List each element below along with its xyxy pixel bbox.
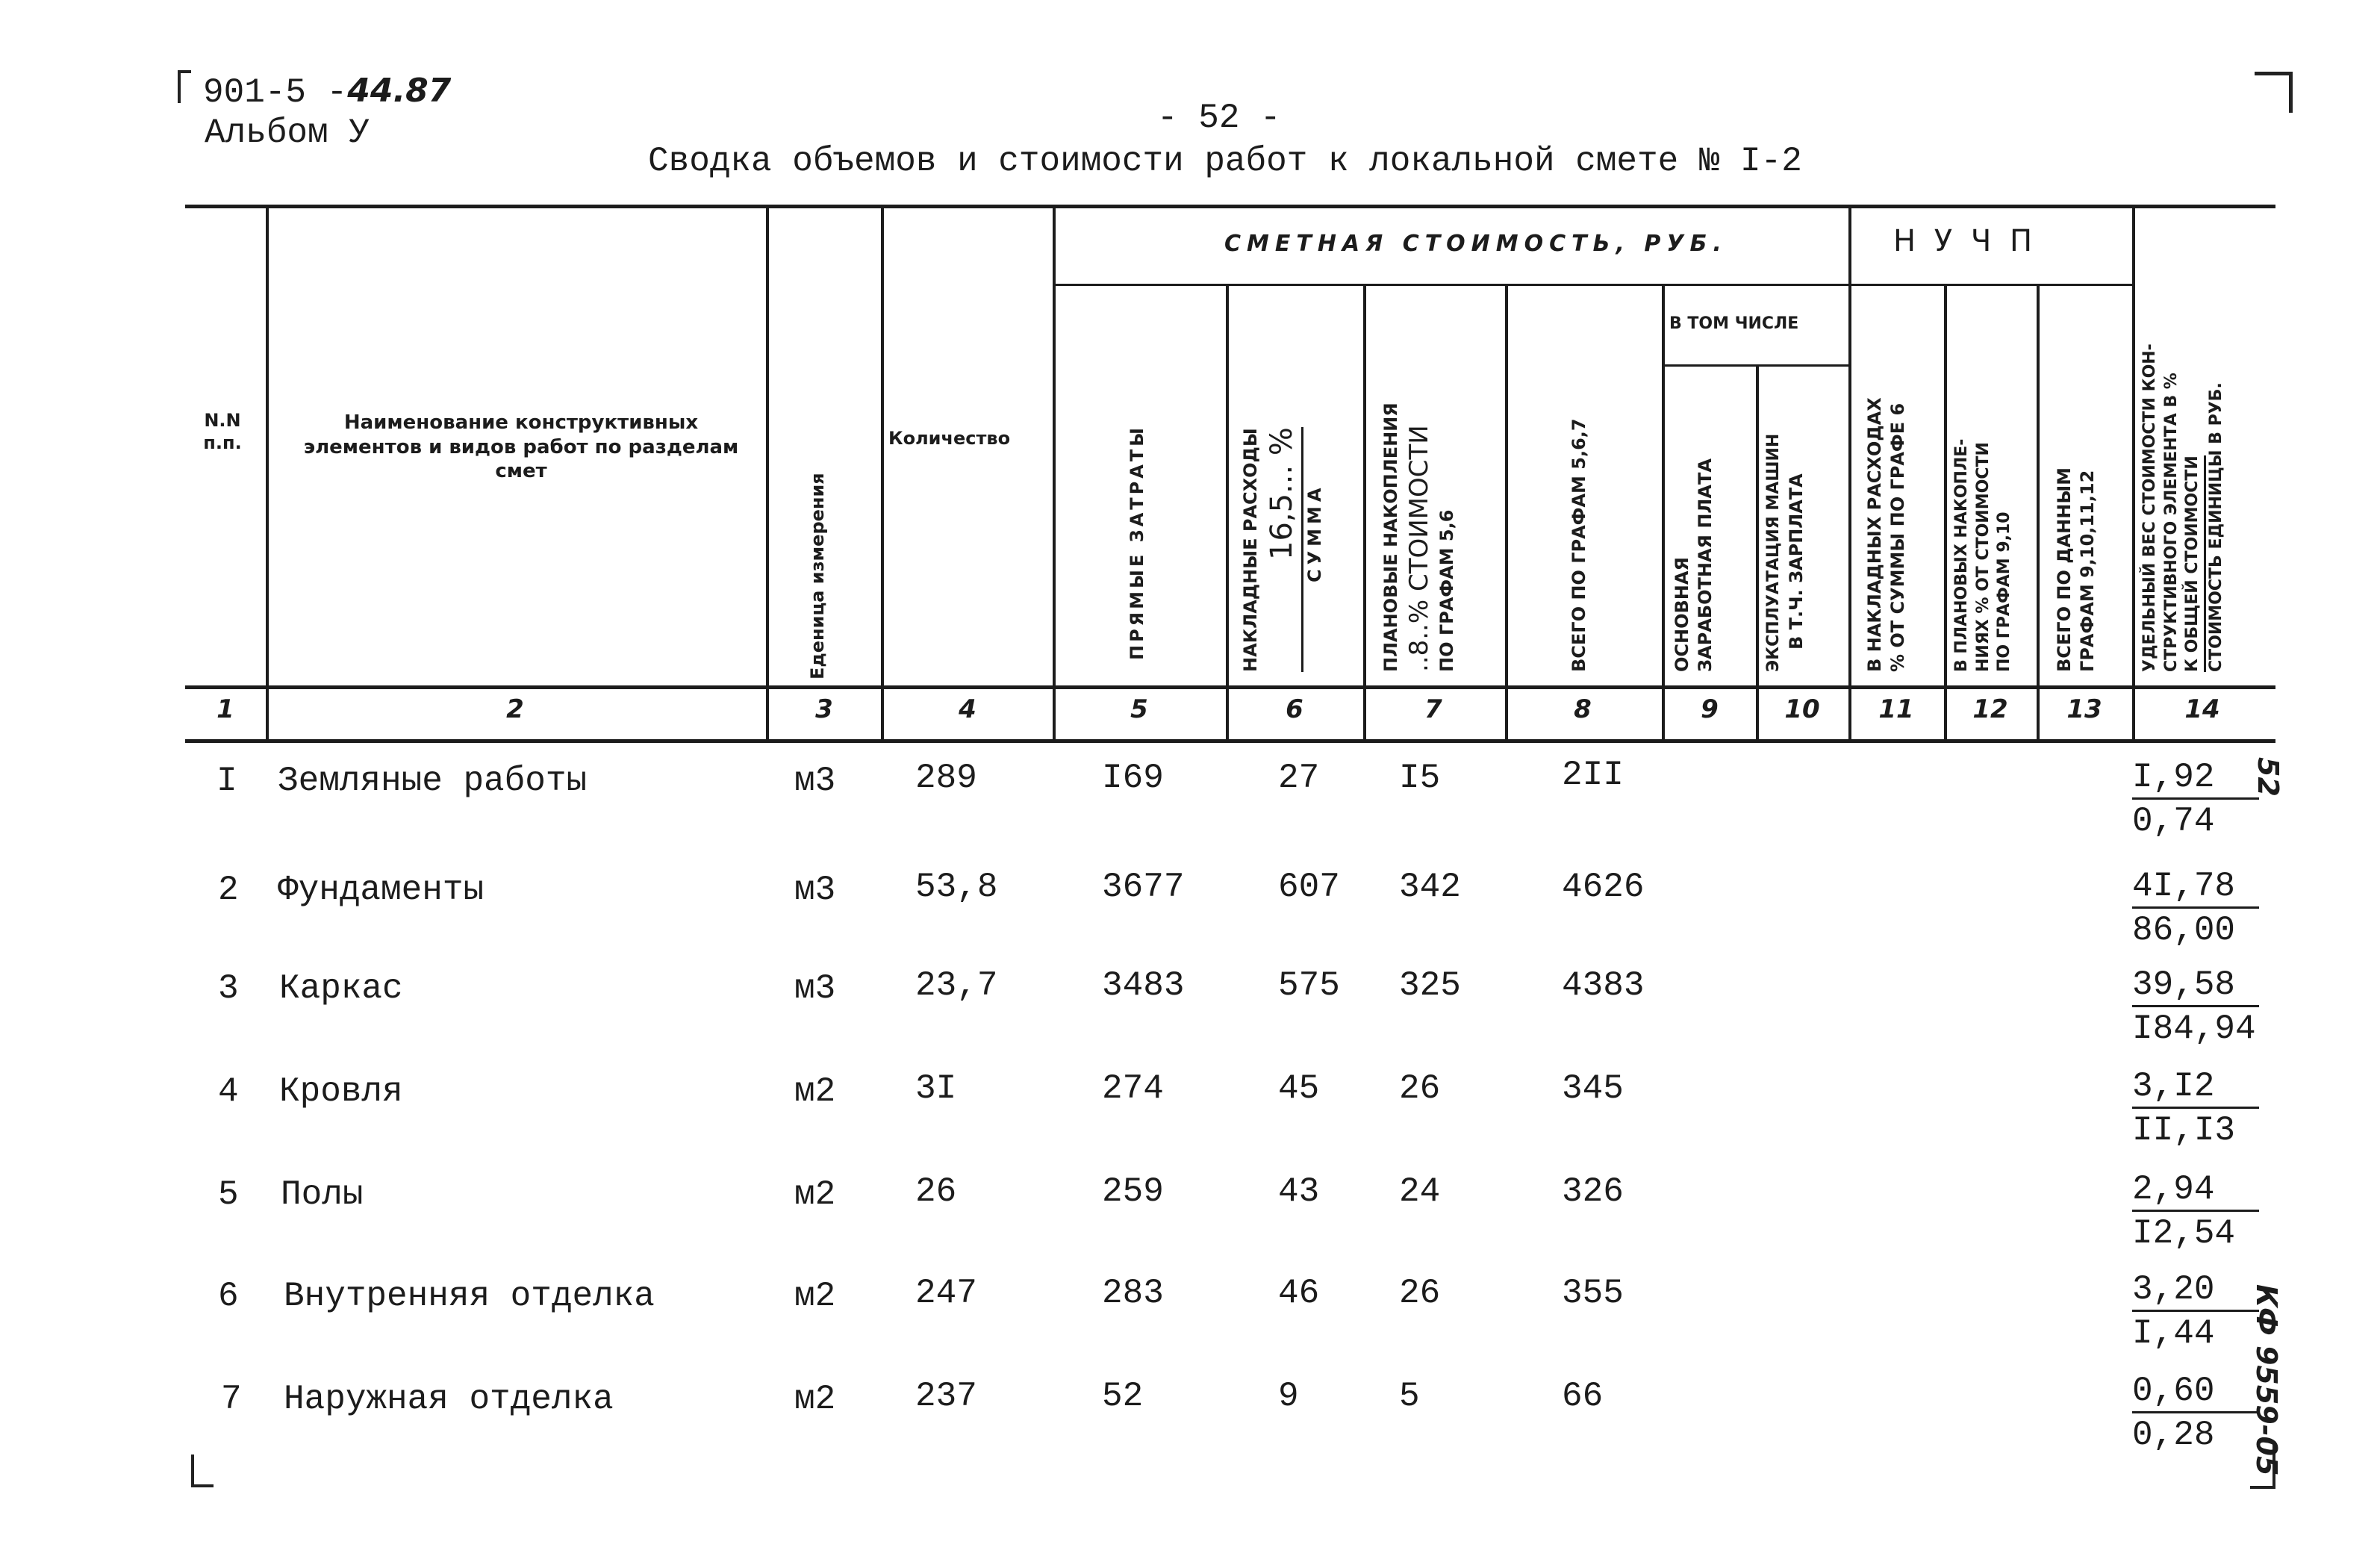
margin-page-mark: 52	[2252, 757, 2284, 797]
row-unit-cost: II,I3	[2132, 1111, 2236, 1150]
row-number: 7	[221, 1380, 242, 1419]
header-planned: ПЛАНОВЫЕ НАКОПЛЕНИЯ ..8..% СТОИМОСТИ ПО ГРАФАМ 5,6	[1380, 402, 1458, 672]
row-weight-pct: 3,I2	[2132, 1069, 2259, 1109]
row-qty: 289	[915, 759, 977, 797]
row-weight-pct: 3,20	[2132, 1272, 2259, 1312]
row-planned: 26	[1399, 1274, 1441, 1313]
header-cost-group: СМЕТНАЯ СТОИМОСТЬ, РУБ.	[1224, 231, 1728, 257]
colnum-3: 3	[815, 694, 833, 724]
row-weight-pct: 2,94	[2132, 1172, 2259, 1212]
row-weight-cost	[2132, 1272, 2259, 1351]
col-divider-11	[1944, 284, 1947, 741]
row-weight-cost	[2132, 1372, 2259, 1455]
row-number: 5	[218, 1175, 239, 1214]
header-col14: УДЕЛЬНЫЙ ВЕС СТОИМОСТИ КОН- СТРУКТИВНОГО ЭЛЕМЕНТА В % К ОБЩЕЙ СТОИМОСТИ СТОИМОСТЬ ЕДИНИЦЫ В РУБ.	[2140, 343, 2225, 672]
colnum-1: 1	[216, 694, 234, 724]
col-divider-7	[1505, 284, 1508, 741]
col-divider-12	[2037, 284, 2040, 741]
colnum-10: 10	[1784, 694, 1820, 724]
colnum-7: 7	[1424, 694, 1442, 724]
header-bottom-border	[185, 685, 2275, 689]
row-total: 326	[1562, 1172, 1624, 1211]
colnum-11: 11	[1878, 694, 1914, 724]
row-overhead: 9	[1278, 1377, 1299, 1416]
corner-mark-top-left	[178, 70, 191, 103]
series-handwritten: 44.87	[347, 72, 452, 110]
margin-stamp: КФ 9559-05	[2250, 1284, 2283, 1476]
album-label: Альбом У	[205, 113, 370, 152]
row-weight-cost	[2132, 965, 2259, 1048]
row-overhead: 27	[1278, 759, 1320, 797]
col-divider-10	[1848, 206, 1851, 741]
row-name: Полы	[281, 1175, 364, 1214]
row-number: 2	[218, 871, 239, 909]
header-unit: Еденица измерения	[807, 473, 828, 679]
row-unit-cost: I84,94	[2132, 1009, 2256, 1048]
row-overhead: 46	[1278, 1274, 1320, 1313]
row-name: Кровля	[279, 1072, 403, 1111]
header-overhead: НАКЛАДНЫЕ РАСХОДЫ 16,5... % СУММА	[1240, 427, 1326, 672]
header-qty: Количество	[888, 428, 1011, 449]
row-unit: м3	[794, 762, 836, 800]
col-divider-13	[2132, 206, 2135, 741]
row-unit: м2	[794, 1277, 836, 1316]
row-qty: 247	[915, 1274, 977, 1313]
corner-mark-bottom-left	[191, 1455, 214, 1487]
row-unit-cost: 86,00	[2132, 911, 2236, 950]
col-divider-2	[766, 206, 769, 741]
row-qty: 237	[915, 1377, 977, 1416]
colnum-9: 9	[1701, 694, 1719, 724]
colnum-2: 2	[506, 694, 524, 724]
row-total: 355	[1562, 1274, 1624, 1313]
row-unit-cost: 0,74	[2132, 802, 2215, 841]
colnum-8: 8	[1574, 694, 1592, 724]
row-weight-pct: 0,60	[2132, 1374, 2259, 1413]
header-nuchp-13: ВСЕГО ПО ДАННЫМ ГРАФАМ 9,10,11,12	[2054, 467, 2099, 672]
row-weight-cost	[2132, 1172, 2259, 1251]
row-number: 3	[218, 969, 239, 1008]
page-number: - 52 -	[1157, 99, 1281, 137]
row-unit-cost: I,44	[2132, 1314, 2215, 1353]
row-weight-pct: I,92	[2132, 760, 2259, 800]
row-unit: м2	[794, 1380, 836, 1419]
col-divider-5	[1226, 284, 1229, 741]
row-direct: 283	[1102, 1274, 1164, 1313]
colnum-12: 12	[1972, 694, 2008, 724]
header-nuchp-group: Н У Ч П	[1893, 224, 2037, 258]
row-weight-pct: 4I,78	[2132, 869, 2259, 909]
row-direct: 259	[1102, 1172, 1164, 1211]
row-name: Каркас	[279, 969, 403, 1008]
row-number: 4	[218, 1072, 239, 1111]
col-divider-1	[266, 206, 269, 741]
colnum-14: 14	[2184, 694, 2220, 724]
row-qty: 26	[915, 1172, 957, 1211]
row-unit-cost: 0,28	[2132, 1416, 2215, 1455]
row-total: 66	[1562, 1377, 1604, 1416]
row-name: Внутренняя отделка	[284, 1277, 655, 1316]
colnum-13: 13	[2066, 694, 2102, 724]
row-direct: 3677	[1102, 868, 1185, 906]
row-unit: м2	[794, 1175, 836, 1214]
corner-mark-top-right	[2255, 72, 2293, 113]
header-name: Наименование конструктивных элементов и видов работ по разделам смет	[303, 411, 739, 482]
row-planned: 325	[1399, 966, 1461, 1005]
row-unit: м3	[794, 871, 836, 909]
row-planned: I5	[1399, 759, 1441, 797]
col-divider-4	[1053, 206, 1056, 741]
row-weight-cost	[2132, 869, 2259, 948]
row-unit: м2	[794, 1072, 836, 1111]
colnum-4: 4	[959, 694, 976, 724]
page-title: Сводка объемов и стоимости работ к локальной смете № I-2	[648, 142, 1802, 181]
row-name: Земляные работы	[278, 762, 588, 800]
col-divider-6	[1363, 284, 1366, 741]
row-overhead: 43	[1278, 1172, 1320, 1211]
row-qty: 3I	[915, 1069, 957, 1108]
row-overhead: 607	[1278, 868, 1340, 906]
row-unit-cost: I2,54	[2132, 1214, 2236, 1253]
row-name: Наружная отделка	[284, 1380, 614, 1419]
row-overhead: 45	[1278, 1069, 1320, 1108]
row-qty: 53,8	[915, 868, 998, 906]
header-incl-group: В ТОМ ЧИСЛЕ	[1669, 314, 1799, 333]
row-name: Фундаменты	[278, 871, 485, 909]
row-number: I	[216, 762, 237, 800]
row-weight-cost	[2132, 760, 2259, 839]
row-planned: 24	[1399, 1172, 1441, 1211]
header-machine: ЭКСПЛУАТАЦИЯ МАШИН В Т.Ч. ЗАРПЛАТА	[1764, 433, 1807, 672]
row-direct: 3483	[1102, 966, 1185, 1005]
row-direct: 52	[1102, 1377, 1144, 1416]
row-total: 345	[1562, 1069, 1624, 1108]
row-planned: 5	[1399, 1377, 1420, 1416]
row-unit: м3	[794, 969, 836, 1008]
row-total: 4383	[1562, 966, 1645, 1005]
col-divider-3	[881, 206, 884, 741]
row-number: 6	[218, 1277, 239, 1316]
row-planned: 26	[1399, 1069, 1441, 1108]
row-qty: 23,7	[915, 966, 998, 1005]
row-planned: 342	[1399, 868, 1461, 906]
row-overhead: 575	[1278, 966, 1340, 1005]
row-total: 4626	[1562, 868, 1645, 906]
row-direct: I69	[1102, 759, 1164, 797]
row-total: 2II	[1562, 756, 1624, 794]
header-total: ВСЕГО ПО ГРАФАМ 5,6,7	[1569, 418, 1589, 672]
colnum-bottom-border	[185, 739, 2275, 743]
colnum-6: 6	[1286, 694, 1303, 724]
row-weight-cost	[2132, 1069, 2259, 1148]
header-direct: ПРЯМЫЕ ЗАТРАТЫ	[1127, 424, 1147, 660]
series-code: 901-5 -44.87	[203, 72, 452, 112]
colnum-5: 5	[1130, 694, 1148, 724]
row-direct: 274	[1102, 1069, 1164, 1108]
header-num: N.N п.п.	[203, 410, 242, 453]
header-nuchp-12: В ПЛАНОВЫХ НАКОПЛЕ- НИЯХ % ОТ СТОИМОСТИ ПО ГРАФАМ 9,10	[1952, 438, 2014, 672]
col-divider-9	[1756, 364, 1759, 741]
header-nuchp-11: В НАКЛАДНЫХ РАСХОДАХ % ОТ СУММЫ ПО ГРАФЕ 6	[1864, 397, 1909, 672]
row-weight-pct: 39,58	[2132, 968, 2259, 1007]
table-top-border	[185, 205, 2275, 208]
col-divider-8	[1662, 284, 1665, 741]
header-wage: ОСНОВНАЯ ЗАРАБОТНАЯ ПЛАТА	[1672, 458, 1716, 672]
header-subgroup-line	[1054, 284, 2134, 286]
